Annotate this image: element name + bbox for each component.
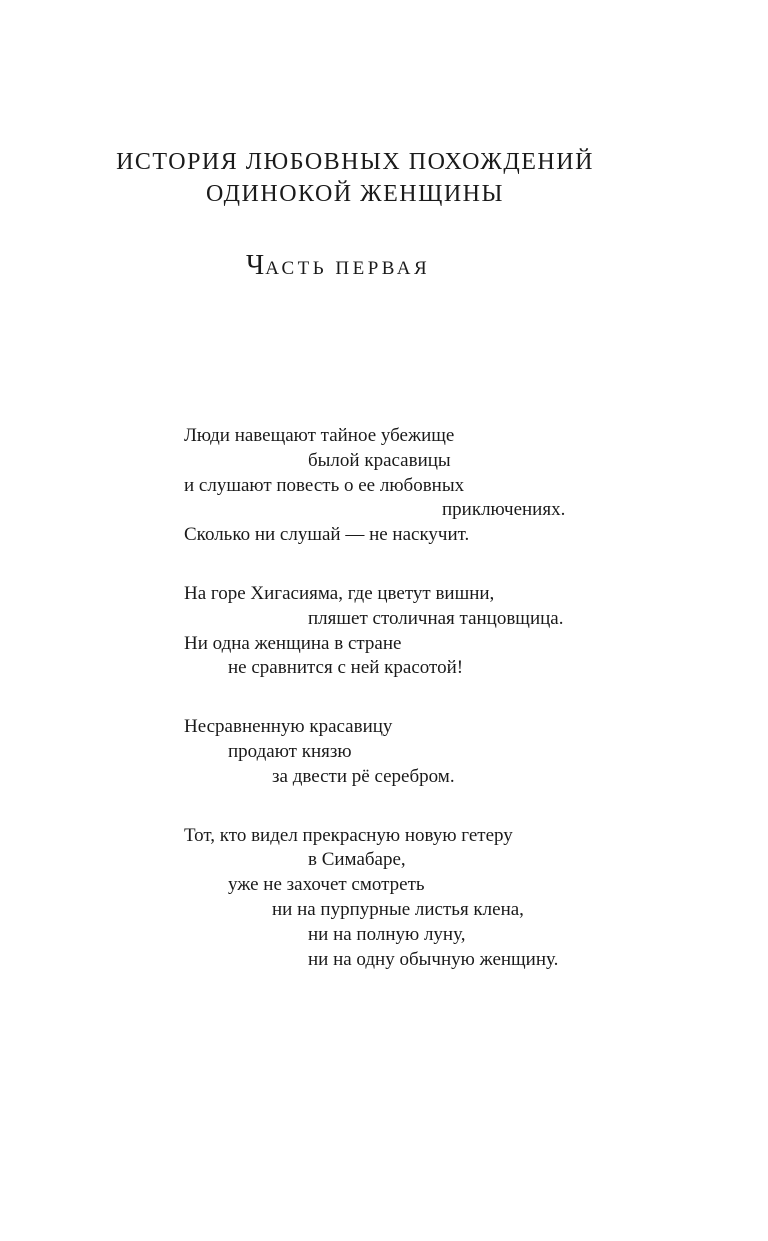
poem-line: приключениях.: [442, 499, 566, 521]
poem-line: Ни одна женщина в стране: [184, 632, 402, 654]
poem-line: Сколько ни слушай — не наскучит.: [184, 524, 470, 546]
poem-line: ни на пурпурные листья клена,: [272, 898, 524, 920]
poem-line: не сравнится с ней красотой!: [228, 657, 464, 679]
poem-line: за двести рё серебром.: [272, 765, 455, 787]
epigraph-poem: [184, 424, 565, 972]
poem-line: в Симабаре,: [308, 849, 406, 871]
poem-stanza-3: [184, 715, 565, 789]
poem-line: На горе Хигасияма, где цветут вишни,: [184, 582, 495, 604]
book-title-line-2: ОДИНОКОЙ ЖЕНЩИНЫ: [206, 181, 504, 207]
book-title-line-1: ИСТОРИЯ ЛЮБОВНЫХ ПОХОЖДЕНИЙ: [116, 149, 594, 175]
poem-line: Люди навещают тайное убежище: [184, 425, 455, 446]
part-title-initial: Ч: [246, 250, 266, 281]
book-title: [0, 146, 710, 210]
part-title: [246, 250, 430, 282]
part-title-rest: АСТЬ ПЕРВАЯ: [265, 258, 431, 279]
poem-line: уже не захочет смотреть: [228, 874, 425, 896]
poem-line: пляшет столичная танцовщица.: [308, 607, 564, 629]
poem-line: Несравненную красавицу: [184, 716, 393, 738]
poem-stanza-4: [184, 824, 565, 973]
poem-line: Тот, кто видел прекрасную новую гетеру: [184, 824, 513, 846]
poem-line: и слушают повесть о ее любовных: [184, 474, 465, 496]
poem-line: ни на одну обычную женщину.: [308, 948, 559, 970]
poem-line: продают князю: [228, 740, 352, 762]
poem-stanza-2: [184, 582, 565, 681]
poem-stanza-1: [184, 424, 565, 548]
poem-line: былой красавицы: [308, 449, 451, 471]
poem-line: ни на полную луну,: [308, 923, 466, 945]
